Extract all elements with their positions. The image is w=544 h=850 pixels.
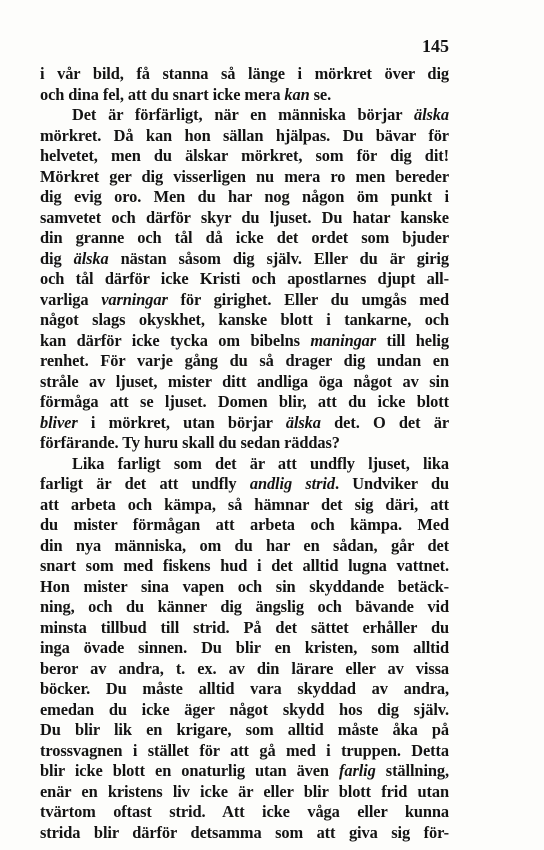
text-line [40,515,449,536]
text-segment: ning, och du känner dig ängslig och bävande vid [40,597,449,616]
text-line [40,536,449,557]
text-line [40,105,449,126]
text-segment: att arbeta och kämpa, så hämnar det sig däri, att [40,494,449,514]
text-segment: och tål därför icke Kristi och apostlarnes djupt all- [40,269,449,288]
text-line [40,495,449,516]
text-segment: tvärtom oftast strid. Att icke våga eller kunna [40,802,449,821]
text-segment: och dina fel, att du snart icke mera [40,84,285,104]
text-line [40,802,449,823]
text-segment: strida blir därför detsamma som att giva sig för- [40,822,449,842]
emphasized-text: varningar [101,289,168,309]
text-segment: farligt är det att undfly [40,474,250,493]
text-segment: du mister förmågan att arbeta och kämpa. Med [40,515,449,534]
text-line [40,700,449,721]
text-line [40,474,449,495]
text-segment: dig [40,248,74,268]
text-segment: samvetet och därför skyr du ljuset. Du hatar kanske [40,207,449,227]
text-segment: trossvagnen i stället för att gå med i truppen. Detta [40,740,449,760]
text-segment: förmåga att se ljuset. Domen blir, att du icke blott [40,392,449,411]
text-line [40,208,449,229]
emphasized-text: älska [413,105,449,124]
page-number: 145 [422,36,449,56]
emphasized-text: andlig strid [249,474,335,493]
text-line [40,372,449,393]
text-segment: se. [309,84,332,104]
text-line [40,269,449,290]
text-segment: ställning, [375,761,450,780]
text-line [40,126,449,147]
text-line [40,454,449,475]
text-line [40,679,449,700]
text-line [40,413,449,434]
text-segment: blir icke blott en onaturlig utan även [40,761,339,780]
text-line [40,782,449,803]
text-segment: helvetet, men du älskar mörkret, som för dig dit! [40,146,449,165]
text-line [40,433,449,454]
text-segment: det. O det är [320,412,449,432]
text-line [40,741,449,762]
text-line [40,85,449,106]
text-segment: beror av andra, t. ex. av din lärare eller av vissa [40,658,449,678]
text-segment: mörkret. Då kan hon sällan hjälpas. Du bävar för [40,125,449,145]
text-line [40,64,449,85]
text-line [40,577,449,598]
text-segment: varliga [40,289,102,309]
text-line [40,351,449,372]
text-segment: . Undviker du [334,474,449,493]
emphasized-text: maningar [310,330,377,350]
text-line [40,556,449,577]
emphasized-text: älska [73,248,109,268]
text-line [40,310,449,331]
text-line [40,290,449,311]
text-segment: nästan såsom dig själv. Eller du är girig [108,248,449,268]
text-line [40,228,449,249]
body-text [40,64,449,843]
text-line [40,187,449,208]
text-segment: minsta tillbud till strid. På det sättet erhåller du [40,617,449,637]
text-segment: dig evig oro. Men du har nog någon öm punkt i [40,187,449,206]
text-segment: något slags okyskhet, kanske blott i tankarne, och [40,310,449,329]
text-line [40,392,449,413]
emphasized-text: farlig [339,761,376,780]
text-segment: förfärande. Ty huru skall du sedan räddas? [40,433,340,452]
text-segment: i mörkret, utan börjar [77,412,286,432]
text-segment: Lika farligt som det är att undfly ljuset, lika [72,453,449,473]
text-line [40,146,449,167]
text-segment: din nya människa, om du har en sådan, går det [40,535,449,555]
text-segment: din granne och tål då icke det ordet som bjuder [40,228,449,247]
text-line [40,597,449,618]
text-segment: kan därför icke tycka om bibelns [40,330,311,350]
text-segment: Du blir lik en krigare, som alltid måste åka på [40,720,449,739]
text-segment: Hon mister sina vapen och sin skyddande betäck- [40,576,449,596]
text-segment: enär en kristens liv icke är eller blir blott frid utan [40,781,449,801]
text-segment: Mörkret ger dig visserligen nu mera ro men bereder [40,166,449,186]
text-segment: emedan du icke äger något skydd hos dig själv. [40,699,449,719]
text-line [40,638,449,659]
emphasized-text: kan [284,84,310,104]
text-segment: för girighet. Eller du umgås med [167,289,449,309]
emphasized-text: älska [285,412,321,432]
text-line [40,618,449,639]
text-line [40,659,449,680]
text-segment: böcker. Du måste alltid vara skyddad av andra, [40,679,449,698]
text-segment: i vår bild, få stanna så länge i mörkret över dig [40,64,449,83]
text-segment: renhet. För varje gång du så drager dig undan en [40,351,449,370]
text-line [40,761,449,782]
text-line [40,720,449,741]
emphasized-text: bliver [40,412,78,432]
text-line [40,249,449,270]
text-line [40,331,449,352]
text-segment: till helig [376,330,449,350]
text-line [40,823,449,844]
text-segment: inga övade sinnen. Du blir en kristen, som alltid [40,638,449,657]
text-line [40,167,449,188]
text-segment: Det är förfärligt, när en människa börjar [72,105,414,124]
text-segment: stråle av ljuset, mister ditt andliga öga något av sin [40,371,449,391]
text-segment: snart som med fiskens hud i det alltid lugna vattnet. [40,556,449,575]
